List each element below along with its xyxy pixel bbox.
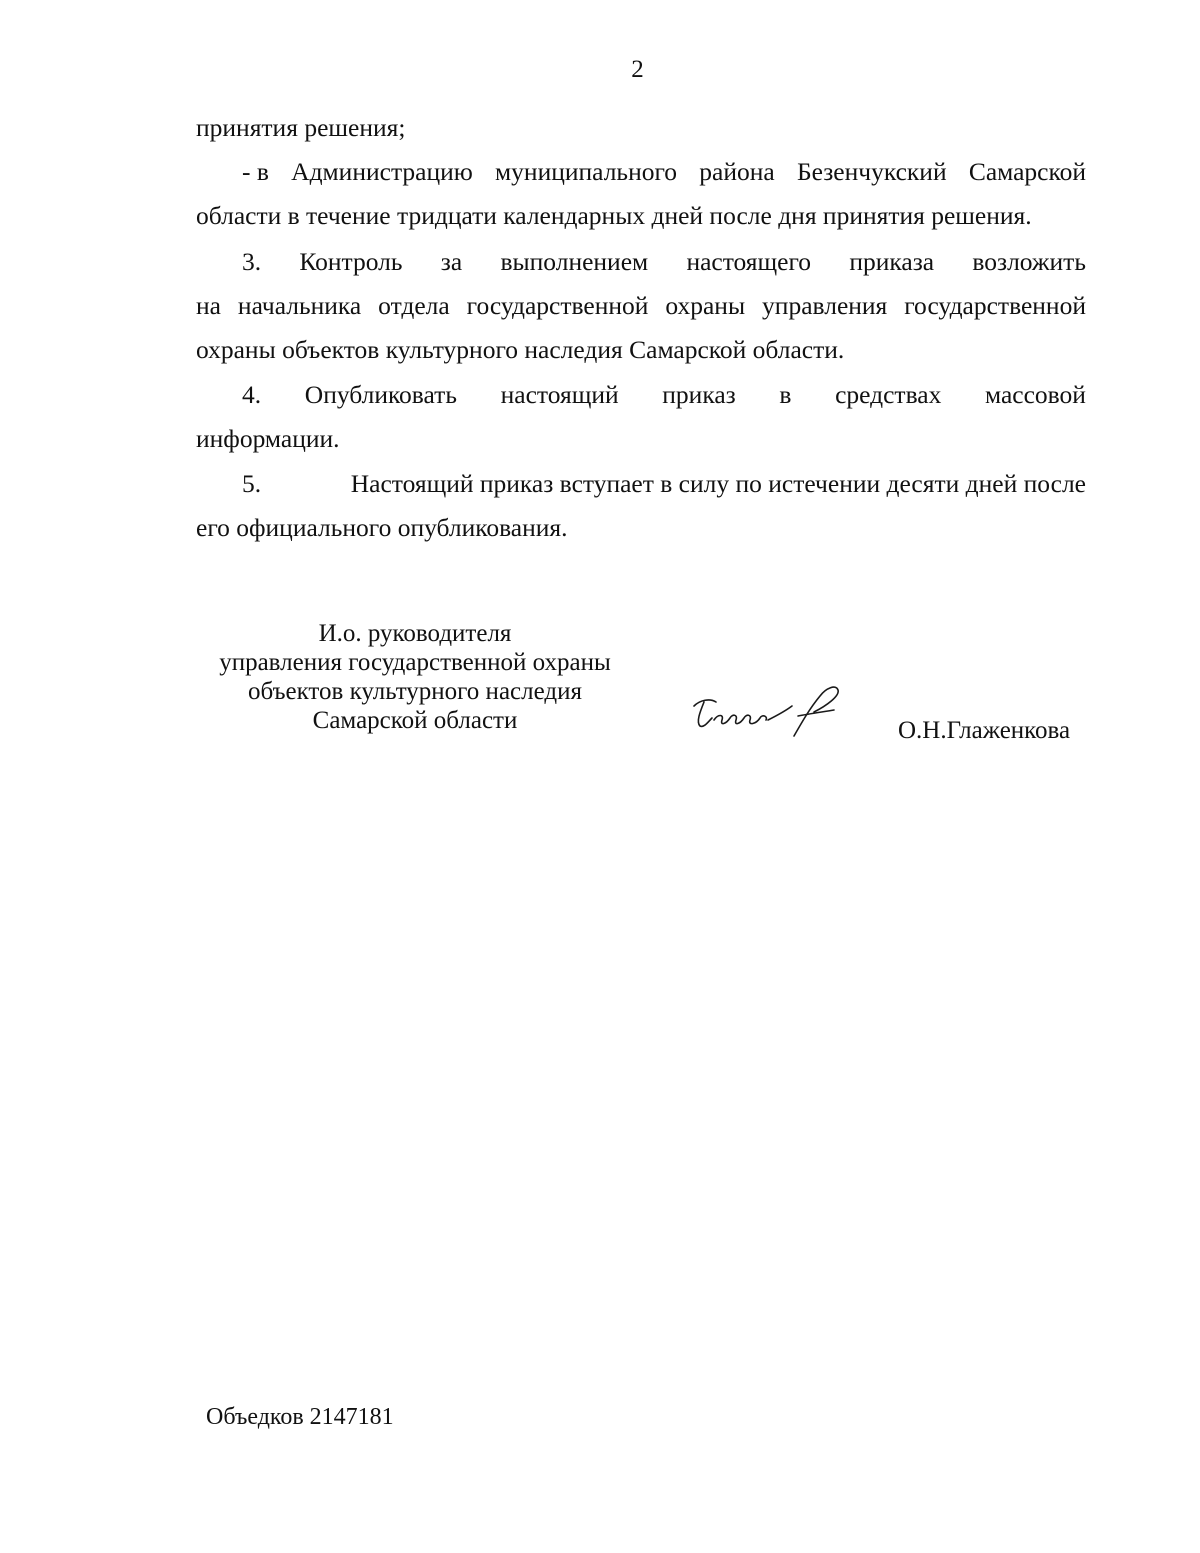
text-line: области в течение тридцати календарных дней после дня принятия решения. [196, 201, 1032, 230]
signatory-title-line: Самарской области [312, 707, 518, 734]
signature-title-block [190, 619, 640, 735]
word: Самарской [968, 157, 1086, 186]
word: государственной [466, 291, 649, 320]
word: приказа [849, 247, 935, 276]
word: охраны [665, 291, 746, 320]
item-number: 4. [242, 380, 262, 409]
word: Контроль [299, 247, 403, 276]
paragraph-item-5 [196, 462, 1086, 550]
paragraph-continuation [196, 106, 1086, 150]
word: средствах [835, 380, 942, 409]
justified-line [196, 150, 1086, 194]
word: настоящий [500, 380, 619, 409]
text-line: его официального опубликования. [196, 513, 568, 542]
word: за [440, 247, 463, 276]
word: начальника [237, 291, 362, 320]
justified-line [196, 284, 1086, 328]
word: Безенчукский [796, 157, 947, 186]
executor-note: Объедков 2147181 [206, 1404, 394, 1430]
signatory-title-line: управления государственной охраны [219, 649, 611, 676]
handwritten-signature [686, 676, 856, 746]
word: выполнением [500, 247, 649, 276]
paragraph-item-4 [196, 373, 1086, 461]
justified-line [196, 373, 1086, 417]
item-number: 5. [242, 469, 262, 498]
word: района [699, 157, 775, 186]
word: в [779, 380, 792, 409]
item-number: 3. [242, 247, 262, 276]
word: Опубликовать [304, 380, 457, 409]
word: приказ [662, 380, 736, 409]
word: Администрацию [291, 157, 473, 186]
signer-name: О.Н.Глаженкова [898, 717, 1071, 744]
text-span: Настоящий приказ вступает в силу по истечении десяти дней после [350, 469, 1086, 498]
word: управления [762, 291, 888, 320]
word: настоящего [686, 247, 812, 276]
paragraph-administration [196, 150, 1086, 238]
paragraph-item-3 [196, 240, 1086, 372]
word: на [196, 291, 221, 320]
text-line: принятия решения; [196, 113, 406, 142]
text-line: информации. [196, 424, 340, 453]
word: государственной [904, 291, 1086, 320]
page-number: 2 [631, 56, 644, 83]
word: отдела [378, 291, 450, 320]
word: муниципального [495, 157, 678, 186]
text-line: охраны объектов культурного наследия Самарской области. [196, 335, 845, 364]
signatory-title-line: И.о. руководителя [318, 620, 512, 647]
word: массовой [985, 380, 1086, 409]
justified-line [196, 462, 1086, 506]
word: - в [242, 157, 269, 186]
justified-line [196, 240, 1086, 284]
signatory-title-line: объектов культурного наследия [248, 678, 582, 705]
word: возложить [972, 247, 1086, 276]
